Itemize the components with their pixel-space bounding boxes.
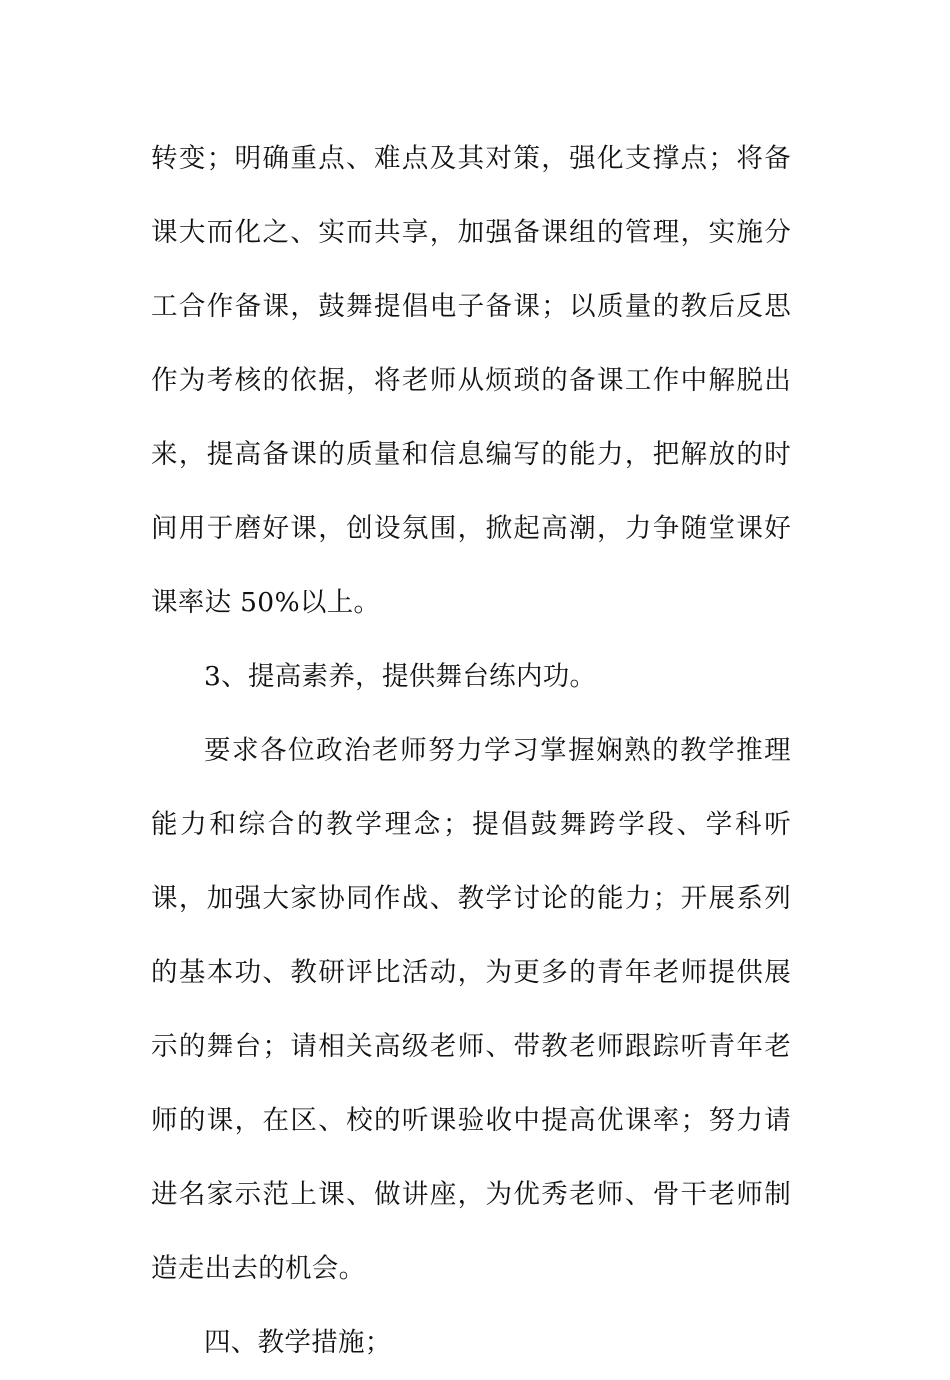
section-heading-improve-literacy: 3、提高素养，提供舞台练内功。 — [204, 661, 597, 692]
paragraph-continuation: 转变；明确重点、难点及其对策，强化支撑点；将备课大而化之、实而共享，加强备课组的管理，实施分工合作备课，鼓舞提倡电子备课；以质量的教后反思作为考核的依据，将老师从烦琐的备课工作中解脱出来，提高备课的质量和信息编写的能力，把解放的时间用于磨好课，创设氛围，掀起高潮，力争随堂课好课率达 50%以上。 — [151, 143, 791, 618]
paragraph-teacher-requirements: 要求各位政治老师努力学习掌握娴熟的教学推理能力和综合的教学理念；提倡鼓舞跨学段、学科听课，加强大家协同作战、教学讨论的能力；开展系列的基本功、教研评比活动，为更多的青年老师提供展示的舞台；请相关高级老师、带教老师跟踪听青年老师的课，在区、校的听课验收中提高优课率；努力请进名家示范上课、做讲座，为优秀老师、骨干老师制造走出去的机会。 — [151, 735, 791, 1284]
document-body — [151, 122, 791, 1380]
section-heading-teaching-measures: 四、教学措施； — [204, 1327, 392, 1358]
